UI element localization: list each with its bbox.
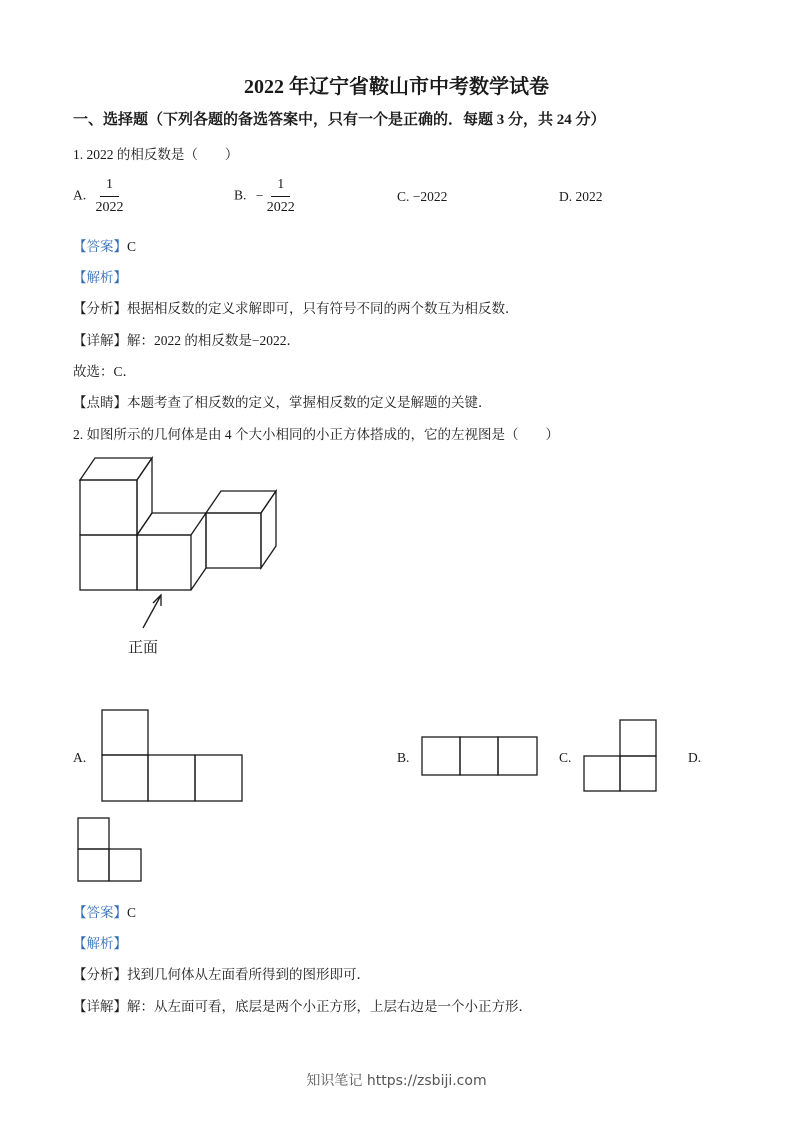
q2-answer-line xyxy=(73,901,136,921)
option-d-square xyxy=(109,849,141,881)
q1-fenxi: 根据相反数的定义求解即可，只有符号不同的两个数互为相反数． xyxy=(127,301,519,316)
page-title: 2022 年辽宁省鞍山市中考数学试卷 xyxy=(244,76,549,98)
q1-guxuan: 故选：C． xyxy=(73,364,137,379)
q2-analysis-tag: 【解析】 xyxy=(73,936,127,951)
q1-option-b-sign: − xyxy=(255,187,264,203)
q1-dianjing-tag: 【点睛】 xyxy=(73,395,127,410)
q2-answer-tag: 【答案】 xyxy=(73,905,127,920)
q1-answer-tag: 【答案】 xyxy=(73,239,127,254)
q1-dianjing: 本题考查了相反数的定义，掌握相反数的定义是解题的关键． xyxy=(127,395,492,410)
q1-stem: 1. 2022 的相反数是（ ） xyxy=(73,147,239,162)
option-d-square xyxy=(78,818,109,849)
q2-xiangjie-tag: 【详解】 xyxy=(73,999,127,1014)
q1-option-a-denominator: 2022 xyxy=(95,200,124,215)
q1-option-b-label: B. xyxy=(234,187,247,203)
q2-option-c-label[interactable]: C. xyxy=(559,750,572,765)
q2-stem: 2. 如图所示的几何体是由 4 个大小相同的小正方体搭成的，它的左视图是（ ） xyxy=(73,427,559,442)
q2-answer: C xyxy=(127,905,137,920)
q1-option-d[interactable]: D. 2022 xyxy=(559,189,603,204)
q1-fenxi-tag: 【分析】 xyxy=(73,301,127,316)
q1-option-c[interactable]: C. −2022 xyxy=(397,189,448,204)
q2-fenxi-tag: 【分析】 xyxy=(73,967,127,982)
q1-answer: C xyxy=(127,239,137,254)
q1-xiangjie-tag: 【详解】 xyxy=(73,333,127,348)
q2-xiangjie-line xyxy=(73,995,532,1015)
option-d-square xyxy=(78,849,109,881)
q1-xiangjie: 解：2022 的相反数是−2022． xyxy=(127,333,300,348)
q2-fenxi-line xyxy=(73,963,370,983)
footer-watermark: 知识笔记 https://zsbiji.com xyxy=(306,1073,487,1089)
q1-option-b-numerator: 1 xyxy=(271,176,290,197)
q2-option-b-label[interactable]: B. xyxy=(397,750,410,765)
q1-option-a-label: A. xyxy=(73,187,87,203)
q1-analysis-tag: 【解析】 xyxy=(73,270,127,285)
q1-option-b-denominator: 2022 xyxy=(266,200,295,215)
section-heading: 一、选择题（下列各题的备选答案中，只有一个是正确的．每题 3 分，共 24 分） xyxy=(73,112,606,128)
q2-option-a-label[interactable]: A. xyxy=(73,750,87,765)
q2-option-d-label[interactable]: D. xyxy=(688,750,702,765)
front-label: 正面 xyxy=(128,640,159,656)
q2-fenxi: 找到几何体从左面看所得到的图形即可． xyxy=(127,967,370,982)
q2-xiangjie: 解：从左面可看，底层是两个小正方形，上层右边是一个小正方形． xyxy=(127,999,532,1014)
q1-option-a-numerator: 1 xyxy=(100,176,119,197)
